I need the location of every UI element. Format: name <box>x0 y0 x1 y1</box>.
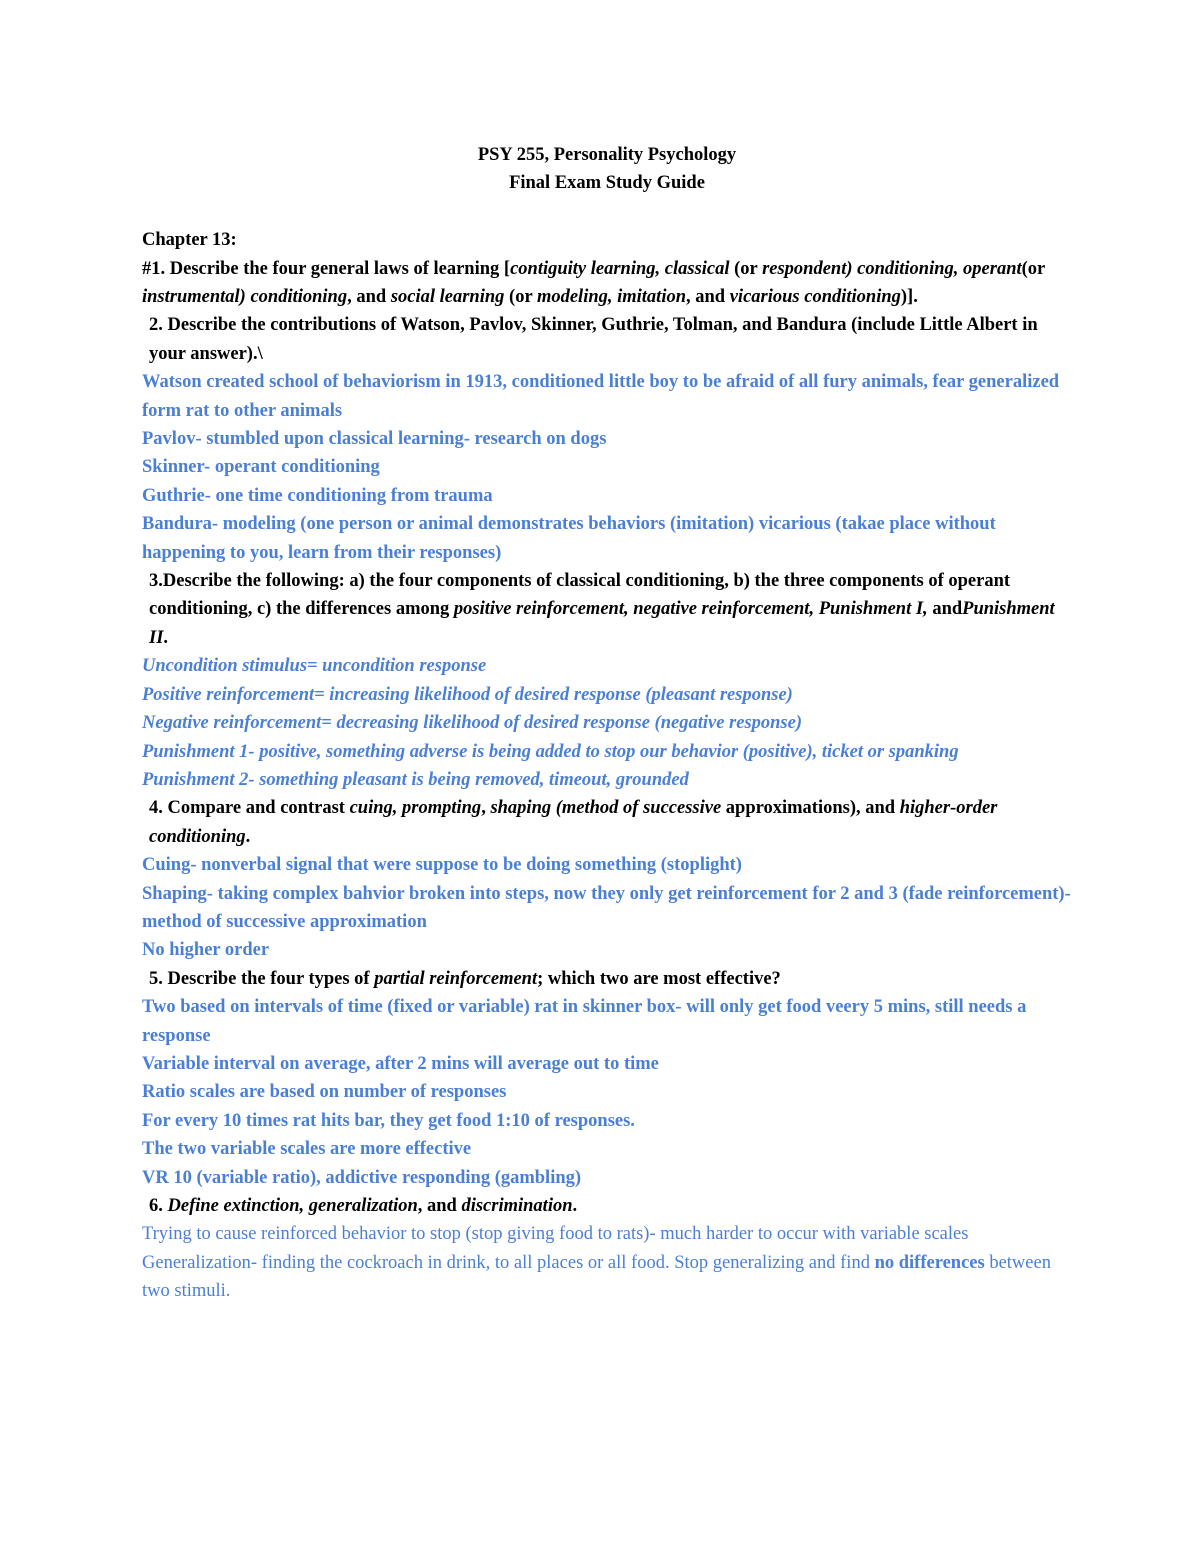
answer-5-variable-interval: Variable interval on average, after 2 mins will average out to time <box>142 1053 659 1074</box>
course-title: PSY 255, Personality Psychology <box>477 145 737 165</box>
answer-6-extinction: Trying to cause reinforced behavior to stop (stop giving food to rats)- much harder to occur with variable scales <box>142 1224 969 1245</box>
answer-2-bandura: Bandura- modeling (one person or animal demonstrates behaviors (imitation) vicarious (takae place without happening to you, learn from their responses) <box>142 514 996 563</box>
answer-2-guthrie: Guthrie- one time conditioning from trauma <box>142 485 493 506</box>
question-2: 2. Describe the contributions of Watson, Pavlov, Skinner, Guthrie, Tolman, and Bandura (include Little Albert in your answer).\ <box>149 315 1038 364</box>
answer-3-punishment-2: Punishment 2- something pleasant is being removed, timeout, grounded <box>142 769 689 790</box>
answer-3-uncondition: Uncondition stimulus= uncondition response <box>142 656 487 677</box>
answer-2-skinner: Skinner- operant conditioning <box>142 457 380 478</box>
answer-5-ratio-scales: Ratio scales are based on number of responses <box>142 1082 507 1103</box>
question-5: 5. Describe the four types of partial reinforcement; which two are most effective? <box>149 968 781 989</box>
spacer <box>142 198 1072 226</box>
answer-2-pavlov: Pavlov- stumbled upon classical learning- research on dogs <box>142 429 607 450</box>
guide-subtitle: Final Exam Study Guide <box>509 173 705 194</box>
answer-3-positive-reinforcement: Positive reinforcement= increasing likelihood of desired response (pleasant response) <box>142 684 793 705</box>
answer-3-negative-reinforcement: Negative reinforcement= decreasing likelihood of desired response (negative response) <box>142 713 803 734</box>
answer-4-higher-order: No higher order <box>142 940 270 961</box>
answer-4-shaping: Shaping- taking complex bahvior broken into steps, now they only get reinforcement for 2 and 3 (fade reinforcement)- method of successive approximation <box>142 883 1071 932</box>
answer-5-intervals: Two based on intervals of time (fixed or variable) rat in skinner box- will only get food veery 5 mins, still needs a response <box>142 997 1027 1046</box>
chapter-heading: Chapter 13: <box>142 230 237 251</box>
answer-5-fixed-ratio: For every 10 times rat hits bar, they get food 1:10 of responses. <box>142 1110 635 1131</box>
question-4: 4. Compare and contrast cuing, prompting, shaping (method of successive approximations), and higher-order conditioning. <box>149 798 998 847</box>
study-guide-content <box>142 141 1072 1306</box>
question-1: #1. Describe the four general laws of learning [contiguity learning, classical (or respondent) conditioning, operant(or instrumental) conditioning, and social learning (or modeling, imitation, and vicarious conditioning)]. <box>142 258 1045 308</box>
answer-2-watson: Watson created school of behaviorism in 1913, conditioned little boy to be afraid of all fury animals, fear generalized form rat to other animals <box>142 372 1060 421</box>
answer-4-cuing: Cuing- nonverbal signal that were suppose to be doing something (stoplight) <box>142 855 742 876</box>
answer-5-most-effective: The two variable scales are more effective <box>142 1139 472 1160</box>
answer-6-generalization: Generalization- finding the cockroach in drink, to all places or all food. Stop generalizing and find no differences between two stimuli. <box>142 1252 1051 1302</box>
question-3: 3.Describe the following: a) the four components of classical conditioning, b) the three components of operant conditioning, c) the differences among positive reinforcement, negative reinforcement, Punishment I, andPunishment II. <box>149 571 1055 648</box>
question-6: 6. Define extinction, generalization, and discrimination. <box>149 1196 578 1217</box>
answer-5-variable-ratio: VR 10 (variable ratio), addictive responding (gambling) <box>142 1167 582 1188</box>
answer-3-punishment-1: Punishment 1- positive, something adverse is being added to stop our behavior (positive), ticket or spanking <box>142 741 959 762</box>
